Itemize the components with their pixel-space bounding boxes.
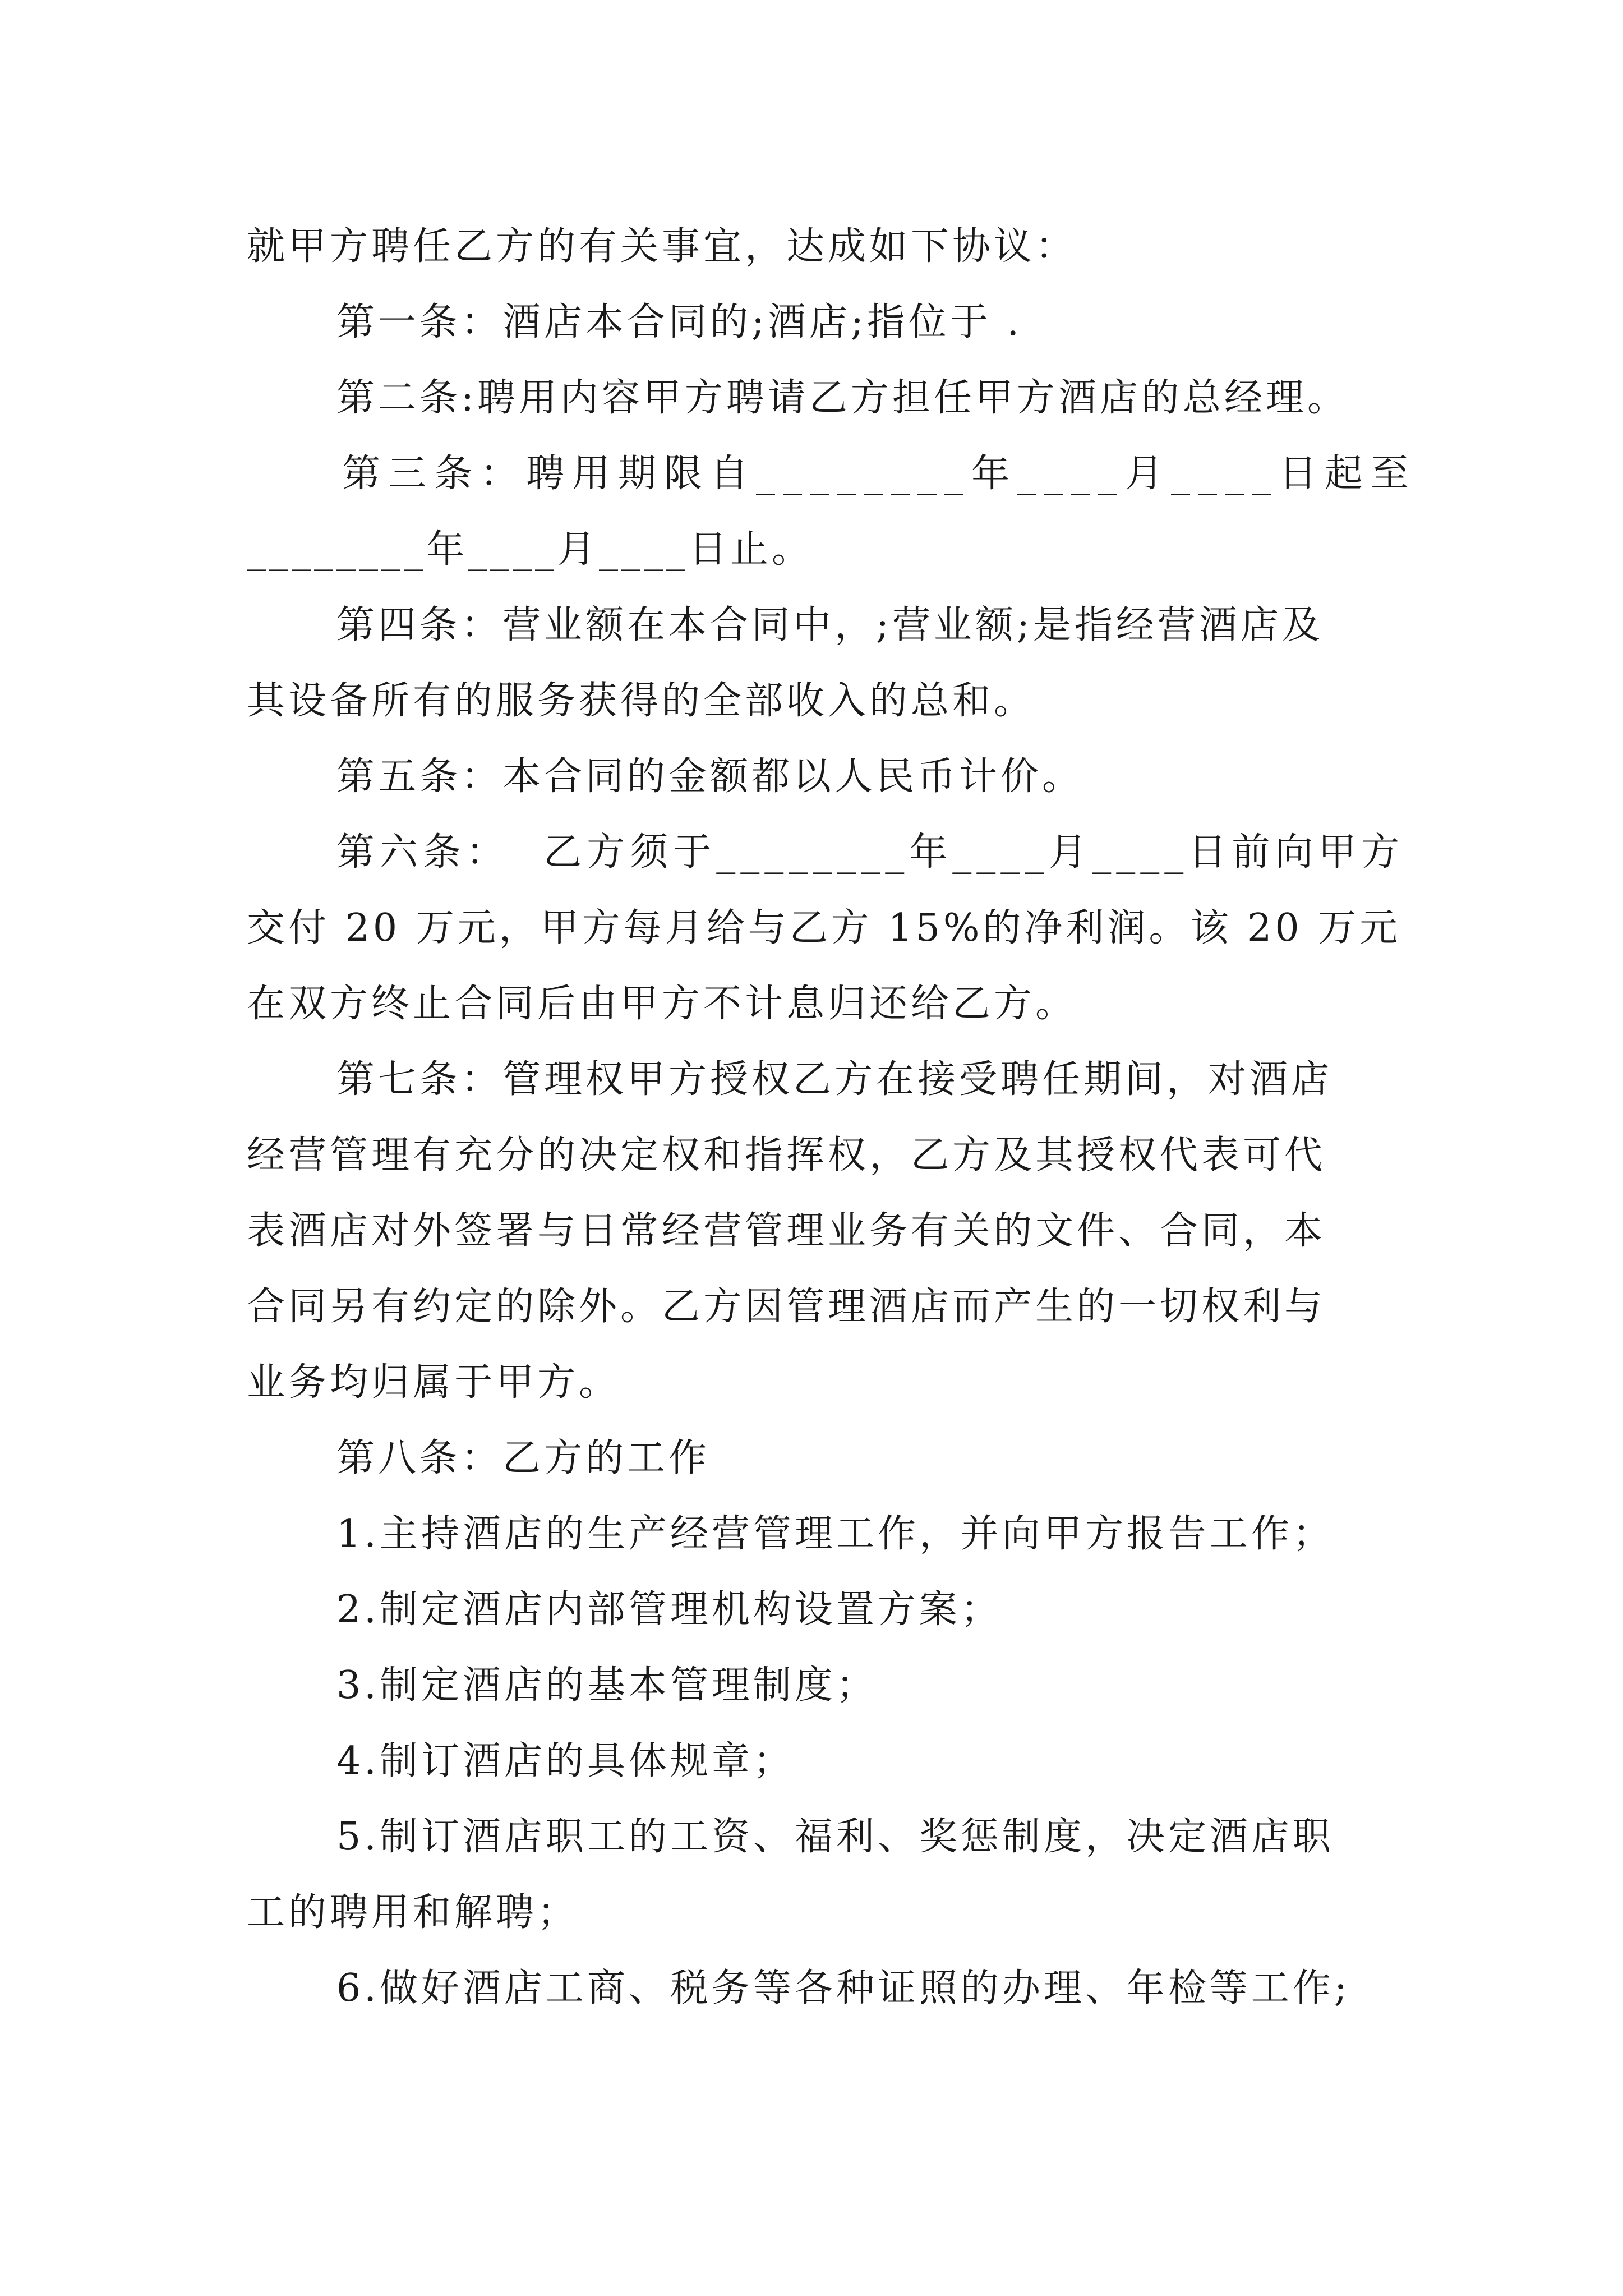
text-line-article-7-cont-1: 经营管理有充分的决定权和指挥权，乙方及其授权代表可代 [247,1133,1326,1177]
list-item-1: 1.主持酒店的生产经营管理工作，并向甲方报告工作； [336,1512,1334,1556]
text-line-article-3-cont: ________年____月____日止。 [247,527,814,572]
text-line-article-6: 第六条： 乙方须于________年____月____日前向甲方 [336,830,1405,875]
list-item-6: 6.做好酒店工商、税务等各种证照的办理、年检等工作; [336,1966,1350,2010]
text-line-article-7: 第七条：管理权甲方授权乙方在接受聘任期间，对酒店 [336,1057,1333,1102]
text-line-article-7-cont-2: 表酒店对外签署与日常经营管理业务有关的文件、合同，本 [247,1209,1326,1253]
list-item-5-cont: 工的聘用和解聘； [247,1890,579,1935]
text-line-article-8: 第八条：乙方的工作 [336,1436,711,1480]
text-line-article-5: 第五条：本合同的金额都以人民币计价。 [336,754,1084,799]
list-item-3: 3.制定酒店的基本管理制度； [336,1663,878,1708]
list-item-5: 5.制订酒店职工的工资、福利、奖惩制度，决定酒店职 [336,1815,1334,1859]
text-line-article-6-cont-1: 交付 20 万元，甲方每月给与乙方 15%的净利润。该 20 万元 [247,906,1401,950]
list-item-2: 2.制定酒店内部管理机构设置方案； [336,1588,1002,1632]
text-line-intro: 就甲方聘任乙方的有关事宜，达成如下协议： [247,224,1077,269]
text-line-article-7-cont-4: 业务均归属于甲方。 [247,1360,621,1405]
text-line-article-4: 第四条：营业额在本合同中，;营业额;是指经营酒店及 [336,603,1324,647]
list-item-4: 4.制订酒店的具体规章； [336,1739,795,1783]
text-line-article-2: 第二条:聘用内容甲方聘请乙方担任甲方酒店的总经理。 [336,376,1349,420]
text-line-article-4-cont: 其设备所有的服务获得的全部收入的总和。 [247,679,1036,723]
text-line-article-7-cont-3: 合同另有约定的除外。乙方因管理酒店而产生的一切权利与 [247,1285,1326,1329]
text-line-article-6-cont-2: 在双方终止合同后由甲方不计息归还给乙方。 [247,982,1077,1026]
text-line-article-3: 第三条：聘用期限自________年____月____日起至 [342,452,1417,496]
text-line-article-1: 第一条：酒店本合同的;酒店;指位于 . [336,300,1023,344]
